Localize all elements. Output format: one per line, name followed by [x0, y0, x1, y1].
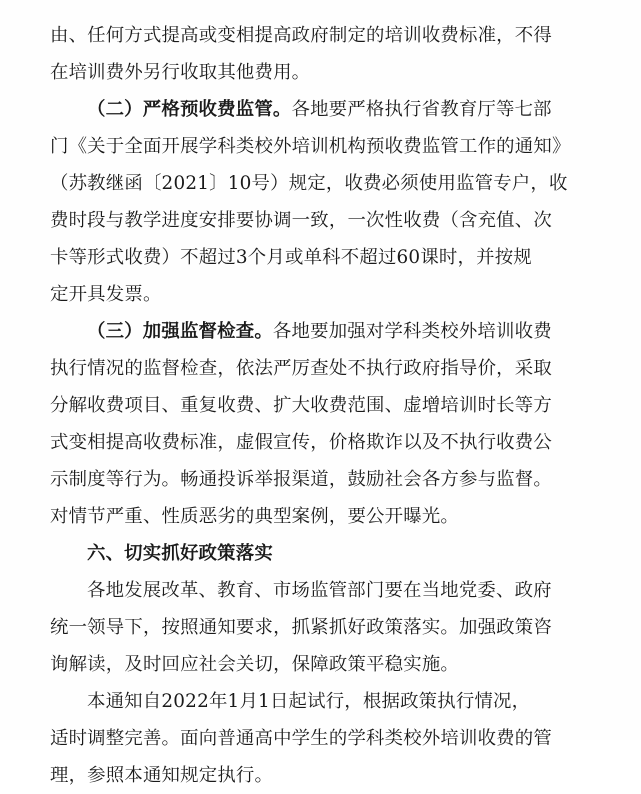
text-line-16: 各地发展改革、教育、市场监管部门要在当地党委、政府: [87, 580, 552, 601]
text-line-8: 定开具发票。: [50, 284, 162, 305]
section-3-text: 各地要加强对学科类校外培训收费: [272, 321, 552, 342]
paragraph-2-first-line: [87, 92, 552, 128]
text-line-1: 由、任何方式提高或变相提高政府制定的培训收费标准，不得: [50, 25, 552, 46]
paragraph-3-first-line: [87, 314, 552, 350]
text-line-18: 询解读，及时回应社会关切，保障政策平稳实施。: [50, 654, 459, 675]
text-line-19: 本通知自2022年1月1日起试行，根据政策执行情况，: [87, 691, 531, 712]
section-2-heading: （二）严格预收费监管。: [87, 99, 292, 120]
text-line-6: 费时段与教学进度安排要协调一致，一次性收费（含充值、次: [50, 210, 552, 231]
section-6-heading: 六、切实抓好政策落实: [87, 543, 273, 564]
text-line-21: 理，参照本通知规定执行。: [50, 765, 274, 786]
text-line-7: 卡等形式收费）不超过3个月或单科不超过60课时，并按规: [50, 247, 532, 268]
section-2-text: 各地要严格执行省教育厅等七部: [291, 99, 552, 120]
section-3-heading: （三）加强监督检查。: [87, 321, 273, 342]
text-line-4: 门《关于全面开展学科类校外培训机构预收费监管工作的通知》: [50, 136, 571, 157]
text-line-2: 在培训费外另行收取其他费用。: [50, 62, 311, 83]
text-line-10: 执行情况的监督检查，依法严厉查处不执行政府指导价，采取: [50, 358, 552, 379]
text-line-11: 分解收费项目、重复收费、扩大收费范围、虚增培训时长等方: [50, 395, 552, 416]
text-line-17: 统一领导下，按照通知要求，抓紧抓好政策落实。加强政策咨: [50, 617, 552, 638]
text-line-13: 示制度等行为。畅通投诉举报渠道，鼓励社会各方参与监督。: [50, 469, 552, 490]
text-line-5: （苏教继函〔2021〕10号）规定，收费必须使用监管专户，收: [50, 173, 568, 194]
text-line-14: 对情节严重、性质恶劣的典型案例，要公开曝光。: [50, 506, 459, 527]
text-line-20: 适时调整完善。面向普通高中学生的学科类校外培训收费的管: [50, 728, 552, 749]
text-line-12: 式变相提高收费标准，虚假宣传，价格欺诈以及不执行收费公: [50, 432, 552, 453]
